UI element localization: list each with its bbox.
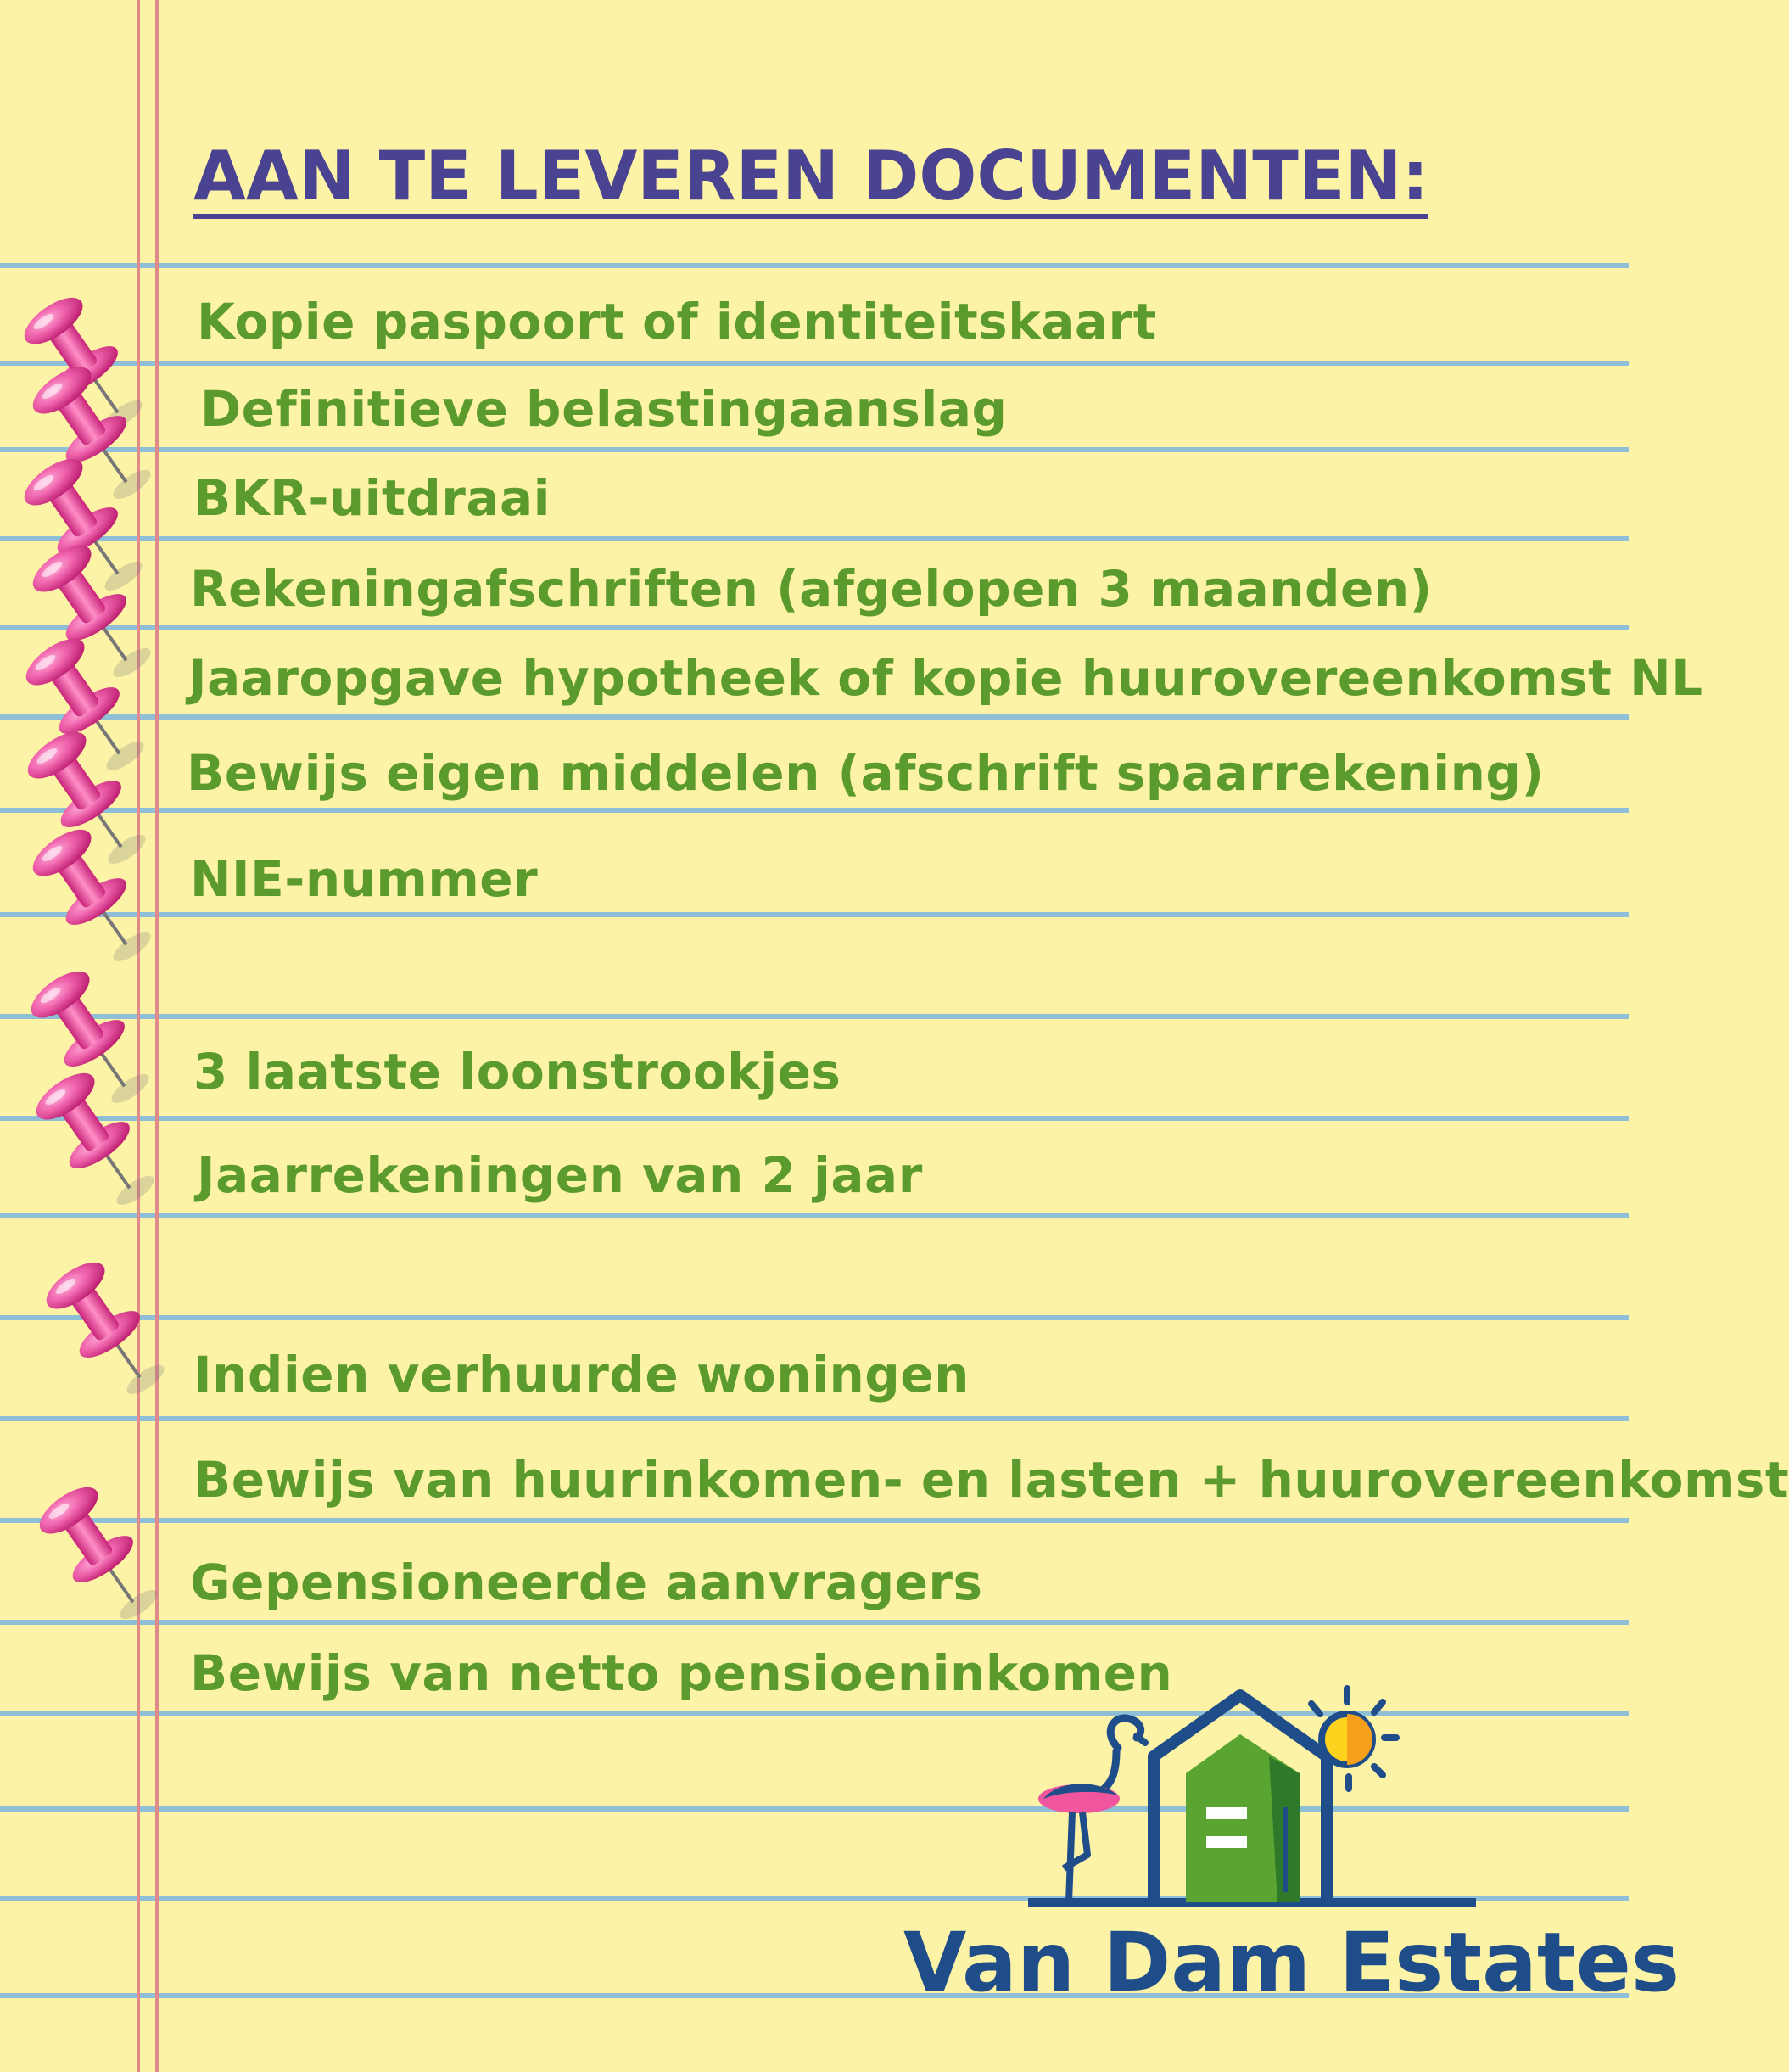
list-item-retired-applicants: Gepensioneerde aanvragers: [190, 1554, 983, 1611]
list-item-rental-income: Bewijs van huurinkomen- en lasten + huurovereenkomst: [193, 1451, 1789, 1509]
list-item-tax-assessment: Definitieve belastingaanslag: [200, 380, 1008, 438]
flamingo-icon: [1038, 1718, 1145, 1902]
list-item-annual-accounts: Jaarrekeningen van 2 jaar: [197, 1146, 923, 1204]
list-item-bkr: BKR-uitdraai: [193, 469, 551, 527]
push-pin-icon: [22, 961, 161, 1117]
push-pin-icon: [31, 1477, 170, 1633]
list-item-bank-statements: Rekeningafschriften (afgelopen 3 maanden): [190, 560, 1433, 618]
list-item-pension-income: Bewijs van netto pensioeninkomen: [190, 1644, 1173, 1702]
list-item-mortgage-statement: Jaaropgave hypotheek of kopie huurovereenkomst NL: [188, 649, 1703, 707]
list-item-rented-homes: Indien verhuurde woningen: [193, 1346, 970, 1403]
list-item-payslips: 3 laatste loonstrookjes: [193, 1043, 841, 1100]
list-item-own-funds: Bewijs eigen middelen (afschrift spaarrekening): [187, 744, 1545, 802]
page-title: AAN TE LEVEREN DOCUMENTEN:: [193, 143, 1428, 219]
push-pin-icon: [37, 1252, 176, 1408]
list-item-passport: Kopie paspoort of identiteitskaart: [197, 293, 1157, 350]
brand-name: Van Dam Estates: [903, 1915, 1680, 2010]
van-dam-estates-logo: [1018, 1680, 1493, 1918]
push-pin-icon: [27, 1063, 166, 1219]
house-icon: [1154, 1695, 1327, 1902]
list-item-nie-number: NIE-nummer: [190, 850, 539, 908]
